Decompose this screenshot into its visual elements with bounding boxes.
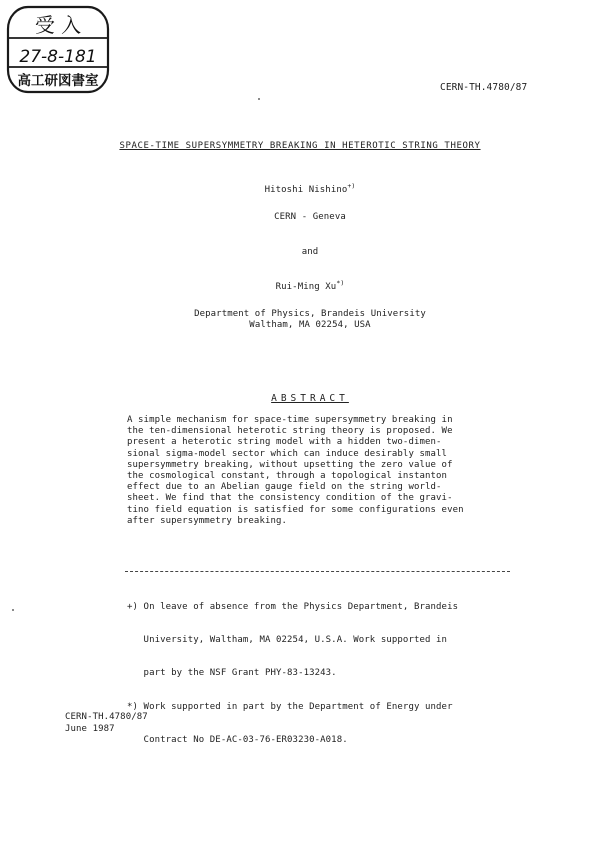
conjunction-and: and xyxy=(301,247,319,257)
abstract-line: supersymmetry breaking, without upsetting the zero value of xyxy=(127,459,453,470)
abstract-line: effect due to an Abelian gauge field on the string world- xyxy=(127,482,442,493)
footnote-line: Contract No DE-AC-03-76-ER03230-A018. xyxy=(127,734,348,745)
footnotes xyxy=(127,580,507,757)
author-1-footnote-mark: +) xyxy=(347,182,356,190)
author-1-name: Hitoshi Nishino xyxy=(264,185,348,195)
author-2-name: Rui-Ming Xu xyxy=(275,282,337,292)
abstract-line: sional sigma-model sector which can induce desirably small xyxy=(127,448,448,459)
paper-title xyxy=(0,141,600,152)
report-date: June 1987 xyxy=(65,723,115,734)
author-2-footnote-mark: *) xyxy=(336,279,345,287)
author-1 xyxy=(0,182,600,196)
stamp-date-text: 27-8-181 xyxy=(19,47,97,67)
scan-speck xyxy=(12,609,14,611)
footnote-line: part by the NSF Grant PHY-83-13243. xyxy=(127,668,337,679)
paper-title-text: SPACE-TIME SUPERSYMMETRY BREAKING IN HETEROTIC STRING THEORY xyxy=(119,141,481,151)
affiliation-2-line-2: Waltham, MA 02254, USA xyxy=(249,320,371,330)
library-receipt-stamp xyxy=(5,5,113,95)
report-number-bottom: CERN-TH.4780/87 xyxy=(65,712,148,722)
stamp-library-text: 高工研図書室 xyxy=(17,73,99,89)
affiliation-2-line-1: Department of Physics, Brandeis University xyxy=(194,309,426,319)
report-info-bottom xyxy=(65,712,148,735)
abstract-line: A simple mechanism for space-time supersymmetry breaking in xyxy=(127,415,453,425)
abstract-heading-text: ABSTRACT xyxy=(271,393,349,404)
affiliation-1: CERN - Geneva xyxy=(274,212,346,222)
stamp-received-text: 受 入 xyxy=(34,13,82,37)
abstract-heading xyxy=(0,393,600,404)
footnote-separator xyxy=(125,571,510,572)
scan-speck xyxy=(258,98,260,100)
stamp-graphic xyxy=(5,5,113,95)
footnote-line: University, Waltham, MA 02254, U.S.A. Work supported in xyxy=(127,635,448,646)
abstract-line: tino field equation is satisfied for some configurations even xyxy=(127,504,464,515)
footnote-line: +) On leave of absence from the Physics Department, Brandeis xyxy=(127,602,459,612)
abstract-line: present a heterotic string model with a hidden two-dimen- xyxy=(127,437,442,448)
author-2 xyxy=(0,279,600,293)
abstract-body xyxy=(127,415,505,527)
report-number-top: CERN-TH.4780/87 xyxy=(440,82,528,93)
abstract-line: after supersymmetry breaking. xyxy=(127,515,288,526)
footnote-line: *) Work supported in part by the Department of Energy under xyxy=(127,701,453,712)
abstract-line: sheet. We find that the consistency condition of the gravi- xyxy=(127,493,453,504)
abstract-line: the ten-dimensional heterotic string theory is proposed. We xyxy=(127,426,453,437)
abstract-line: the cosmological constant, through a topological instanton xyxy=(127,470,448,481)
